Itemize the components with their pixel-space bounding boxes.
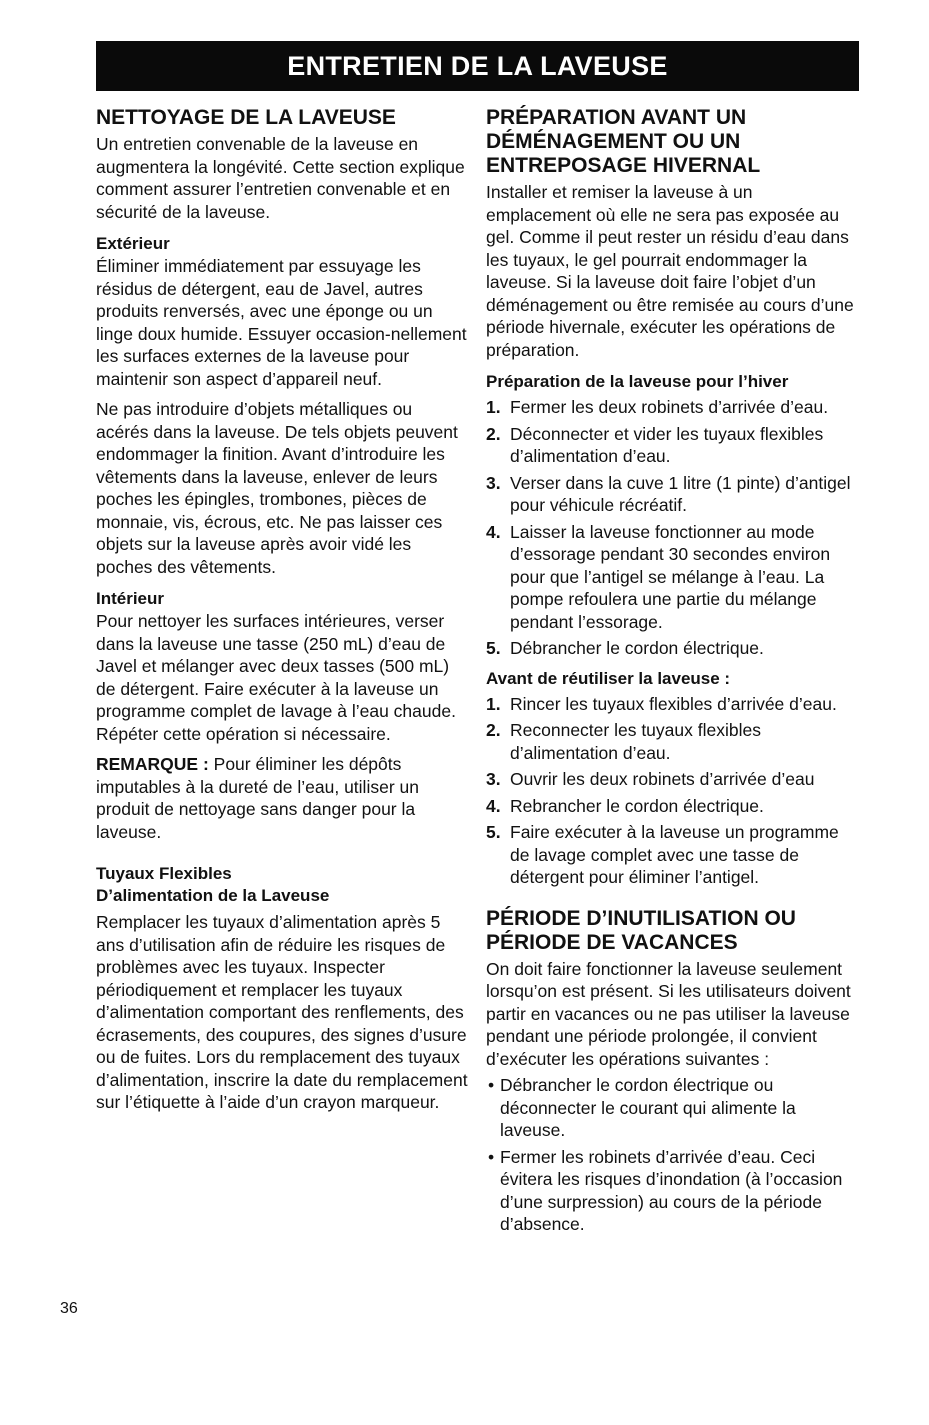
list-item: • Débrancher le cordon électrique ou déconnecter le courant qui alimente la laveuse. <box>488 1075 796 1140</box>
vacances-bullet-list <box>486 1074 862 1236</box>
page-banner: ENTRETIEN DE LA LAVEUSE <box>96 41 859 91</box>
subsection-title-tuyaux-2: D’alimentation de la Laveuse <box>96 886 330 905</box>
subsection-title-tuyaux-1: Tuyaux Flexibles <box>96 864 232 883</box>
list-item: 5. Débrancher le cordon électrique. <box>486 638 764 658</box>
list-item: 4. Laisser la laveuse fonctionner au mode d’essorage pendant 30 secondes environ pour que l’antigel se mélange à l’eau. La pompe refoulera une partie du mélange pendant l’essorage. <box>486 521 831 632</box>
exterieur-paragraph-1: Éliminer immédiatement par essuyage les résidus de détergent, eau de Javel, autres produits renversés, avec une éponge ou un linge doux humide. Essuyer occasion-nellement les surfaces externes de la laveuse pour maintenir son aspect d’appareil neuf. <box>96 256 467 389</box>
section-intro-preparation: Installer et remiser la laveuse à un emplacement où elle ne sera pas exposée au gel. Comme il peut rester un résidu d’eau dans les tuyaux, le gel pourrait endommager la laveuse. Si la laveuse doit faire l’objet d’un déménagement ou être remisée au cours d’une période hivernale, exécuter les opérations de préparation. <box>486 182 854 360</box>
right-column <box>486 106 862 1240</box>
section-title-inutilisation: PÉRIODE D’INUTILISATION OU PÉRIODE DE VACANCES <box>486 906 796 954</box>
list-item: 1. Fermer les deux robinets d’arrivée d’eau. <box>486 397 829 417</box>
section-title-preparation: PRÉPARATION AVANT UN DÉMÉNAGEMENT OU UN ENTREPOSAGE HIVERNAL <box>486 106 761 177</box>
subsection-title-exterieur: Extérieur <box>96 234 170 253</box>
list-item: 3. Ouvrir les deux robinets d’arrivée d’eau <box>486 769 815 789</box>
page-number: 36 <box>60 1300 78 1317</box>
section-intro-nettoyage: Un entretien convenable de la laveuse en augmentera la longévité. Cette section explique comment assurer l’entretien convenable et en sécurité de la laveuse. <box>96 134 465 222</box>
list-item: 1. Rincer les tuyaux flexibles d’arrivée d’eau. <box>486 693 837 714</box>
list-item: 4. Rebrancher le cordon électrique. <box>486 795 764 816</box>
section-title-nettoyage: NETTOYAGE DE LA LAVEUSE <box>96 106 396 129</box>
tuyaux-paragraph: Remplacer les tuyaux d’alimentation après 5 ans d’utilisation afin de réduire les risques de problèmes avec les tuyaux. Inspecter périodiquement et remplacer les tuyaux d’alimentation comportant des renflements, des écrasements, des coupures, des signes d’usure ou de fuites. Lors du remplacement des tuyaux d’alimentation, inscrire la date du remplacement sur l’étiquette à l’aide d’un crayon marqueur. <box>96 912 468 1112</box>
interieur-paragraph: Pour nettoyer les surfaces intérieures, verser dans la laveuse une tasse (250 mL) d’eau de Javel et mélanger avec deux tasses (500 mL) de détergent. Faire exécuter à la laveuse un programme complet de lavage à l’eau chaude. Répéter cette opération si nécessaire. <box>96 611 456 744</box>
exterieur-paragraph-2: Ne pas introduire d’objets métalliques ou acérés dans la laveuse. De tels objets peuvent endommager la finition. Avant d’introduire les vêtements dans la laveuse, enlever de leurs poches les épingles, trombones, pièces de monnaie, vis, écrous, etc. Ne pas laisser ces objets sur la laveuse après avoir vidé les poches des vêtements. <box>96 399 458 577</box>
remark-label: REMARQUE : <box>96 754 209 774</box>
list-item: • Fermer les robinets d’arrivée d’eau. Ceci évitera les risques d’inondation (à l’occasion d’une surpression) au cours de la période d’absence. <box>488 1146 843 1234</box>
winter-steps-list <box>486 396 862 660</box>
list-item: 2. Déconnecter et vider les tuyaux flexibles d’alimentation d’eau. <box>486 423 824 466</box>
reuse-steps-list <box>486 693 862 889</box>
subsection-title-reutiliser: Avant de réutiliser la laveuse : <box>486 668 731 688</box>
list-item: 3. Verser dans la cuve 1 litre (1 pinte) d’antigel pour véhicule récréatif. <box>486 472 851 515</box>
section-intro-inutilisation: On doit faire fonctionner la laveuse seulement lorsqu’on est présent. Si les utilisateurs doivent partir en vacances ou ne pas utiliser la laveuse pendant une période prolongée, il convient d’exécuter les opérations suivantes : <box>486 958 851 1069</box>
subsection-title-hiver: Préparation de la laveuse pour l’hiver <box>486 372 789 391</box>
remark-text: Pour éliminer les dépôts imputables à la dureté de l’eau, utiliser un produit de nettoyage sans danger pour la laveuse. <box>96 754 419 842</box>
list-item: 5. Faire exécuter à la laveuse un programme de lavage complet avec une tasse de détergent pour éliminer l’antigel. <box>486 822 839 887</box>
subsection-title-interieur: Intérieur <box>96 589 165 608</box>
list-item: 2. Reconnecter les tuyaux flexibles d’alimentation d’eau. <box>486 720 761 763</box>
remark-paragraph <box>96 753 468 843</box>
left-column <box>96 106 468 1114</box>
